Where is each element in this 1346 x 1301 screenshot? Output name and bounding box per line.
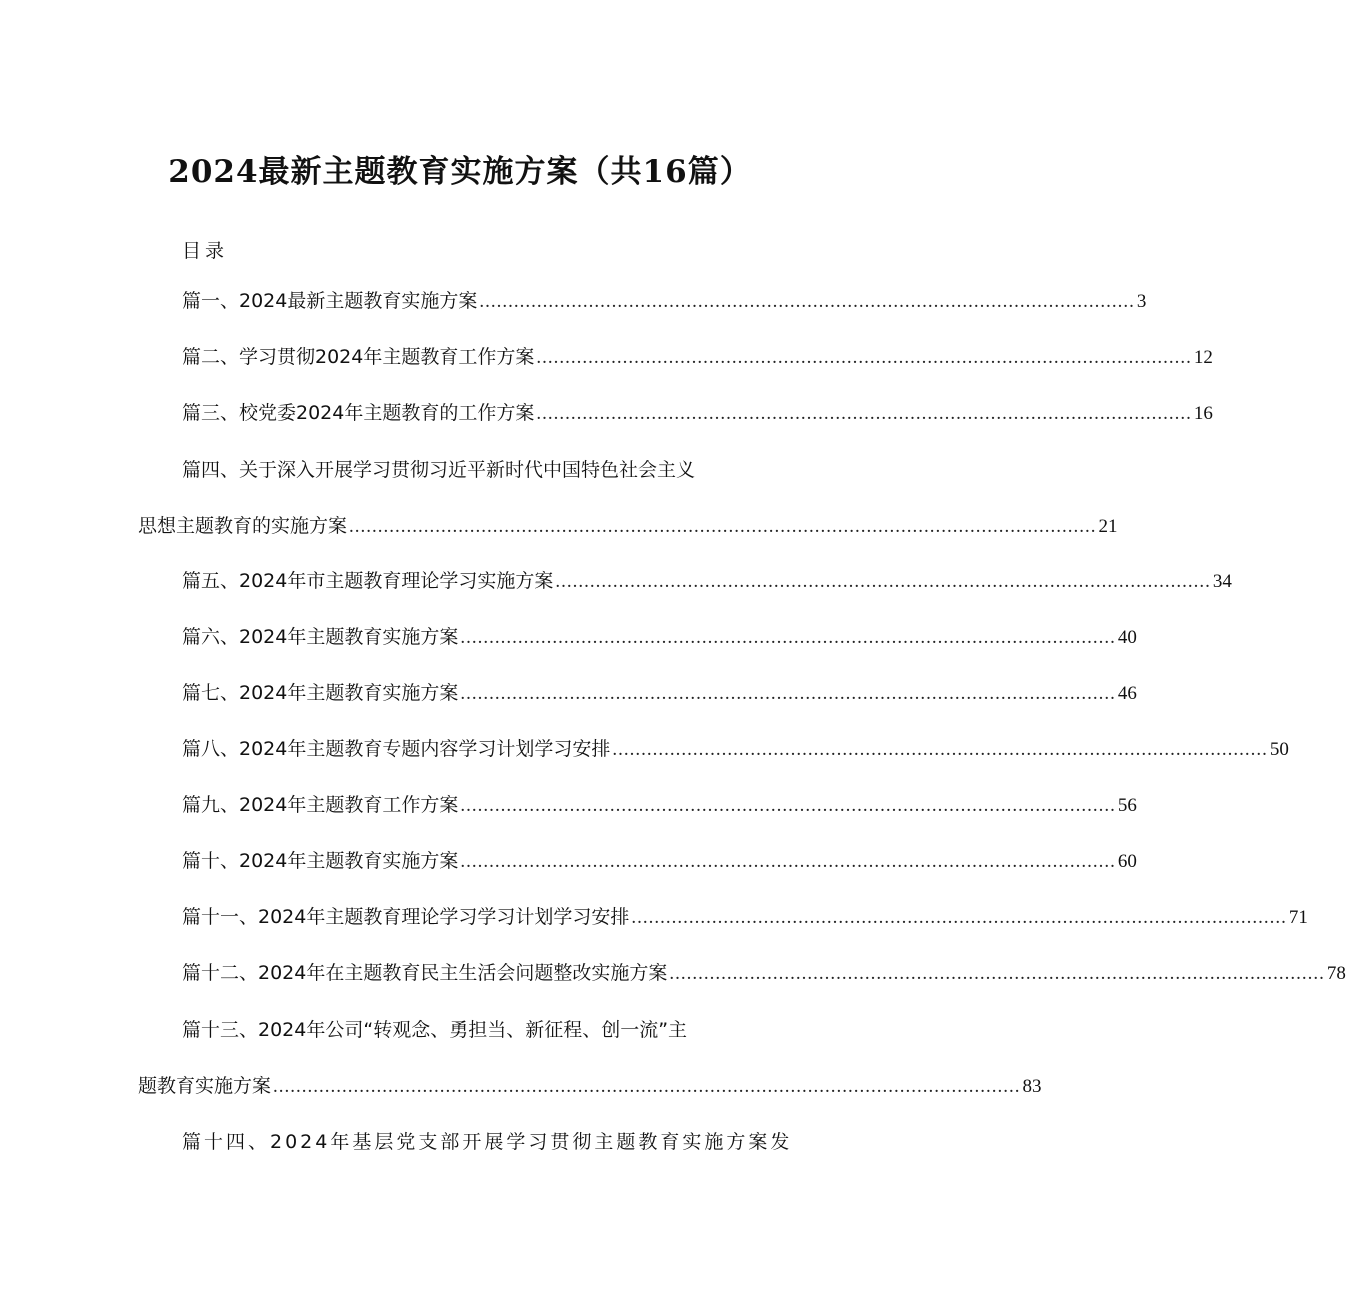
toc-entry-title: 篇二、学习贯彻2024年主题教育工作方案 <box>182 346 535 368</box>
toc-entry-page: 34 <box>1212 571 1232 592</box>
toc-entry[interactable] <box>182 399 1213 428</box>
toc-entry-title: 篇十二、2024年在主题教育民主生活会问题整改实施方案 <box>182 962 668 984</box>
toc-entry-title: 题教育实施方案 <box>138 1075 272 1097</box>
toc-entry[interactable] <box>182 791 1137 820</box>
toc-entry-title: 篇三、校党委2024年主题教育的工作方案 <box>182 402 535 424</box>
toc-entry-title: 篇七、2024年主题教育实施方案 <box>182 682 459 704</box>
toc-entry-first-line[interactable]: 篇四、关于深入开展学习贯彻习近平新时代中国特色社会主义 <box>182 459 696 481</box>
toc-entry-title: 篇五、2024年市主题教育理论学习实施方案 <box>182 570 554 592</box>
toc-entry-page: 16 <box>1193 403 1213 424</box>
toc-entry-page: 60 <box>1117 851 1137 872</box>
toc-leader-dots: .................................................................................................................. <box>536 347 1192 368</box>
toc-leader-dots: .................................................................................................................. <box>479 291 1135 312</box>
toc-leader-dots: .................................................................................................................. <box>460 795 1116 816</box>
toc-leader-dots: .................................................................................................................. <box>669 963 1325 984</box>
toc-leader-dots: .................................................................................................................. <box>555 571 1211 592</box>
toc-entry-page: 12 <box>1193 347 1213 368</box>
toc-entry[interactable] <box>182 623 1137 652</box>
toc-entry[interactable] <box>138 1072 1042 1101</box>
toc-entry[interactable] <box>182 959 1346 988</box>
toc-entry-title: 篇六、2024年主题教育实施方案 <box>182 626 459 648</box>
toc-leader-dots: .................................................................................................................. <box>536 403 1192 424</box>
toc-entry-title: 篇十一、2024年主题教育理论学习学习计划学习安排 <box>182 906 630 928</box>
toc-entry[interactable] <box>182 903 1308 932</box>
toc-entry[interactable] <box>182 287 1147 316</box>
toc-leader-dots: .................................................................................................................. <box>631 907 1287 928</box>
toc-leader-dots: .................................................................................................................................. <box>349 516 1097 537</box>
toc-entry-title: 篇一、2024最新主题教育实施方案 <box>182 290 478 312</box>
toc-entry-title: 思想主题教育的实施方案 <box>138 515 348 537</box>
toc-leader-dots: .................................................................................................................. <box>460 851 1116 872</box>
toc-leader-dots: .................................................................................................................................. <box>273 1076 1021 1097</box>
toc-entry-page: 40 <box>1117 627 1137 648</box>
toc-entry-page: 83 <box>1022 1076 1042 1097</box>
toc-entry-first-line[interactable]: 篇十三、2024年公司“转观念、勇担当、新征程、创一流”主 <box>182 1019 688 1041</box>
toc-leader-dots: .................................................................................................................. <box>612 739 1268 760</box>
toc-entry-first-line[interactable]: 篇十四、2024年基层党支部开展学习贯彻主题教育实施方案发 <box>182 1131 793 1153</box>
toc-entry-title: 篇八、2024年主题教育专题内容学习计划学习安排 <box>182 738 611 760</box>
toc-entry[interactable] <box>182 567 1232 596</box>
toc-entry[interactable] <box>138 512 1118 541</box>
toc-label: 目录 <box>182 240 229 262</box>
toc-entry-page: 50 <box>1269 739 1289 760</box>
toc-leader-dots: .................................................................................................................. <box>460 627 1116 648</box>
toc-entry-page: 3 <box>1136 291 1147 312</box>
toc-entry[interactable] <box>182 343 1213 372</box>
toc-entry-page: 78 <box>1326 963 1346 984</box>
toc-entry-title: 篇十、2024年主题教育实施方案 <box>182 850 459 872</box>
toc-leader-dots: .................................................................................................................. <box>460 683 1116 704</box>
toc-entry-page: 21 <box>1098 516 1118 537</box>
toc-entry-page: 71 <box>1288 907 1308 928</box>
document-title: 2024最新主题教育实施方案（共16篇） <box>168 154 752 190</box>
toc-entry-title: 篇九、2024年主题教育工作方案 <box>182 794 459 816</box>
toc-entry-page: 56 <box>1117 795 1137 816</box>
toc-entry[interactable] <box>182 679 1137 708</box>
toc-entry[interactable] <box>182 847 1137 876</box>
toc-entry-page: 46 <box>1117 683 1137 704</box>
toc-entry[interactable] <box>182 735 1289 764</box>
